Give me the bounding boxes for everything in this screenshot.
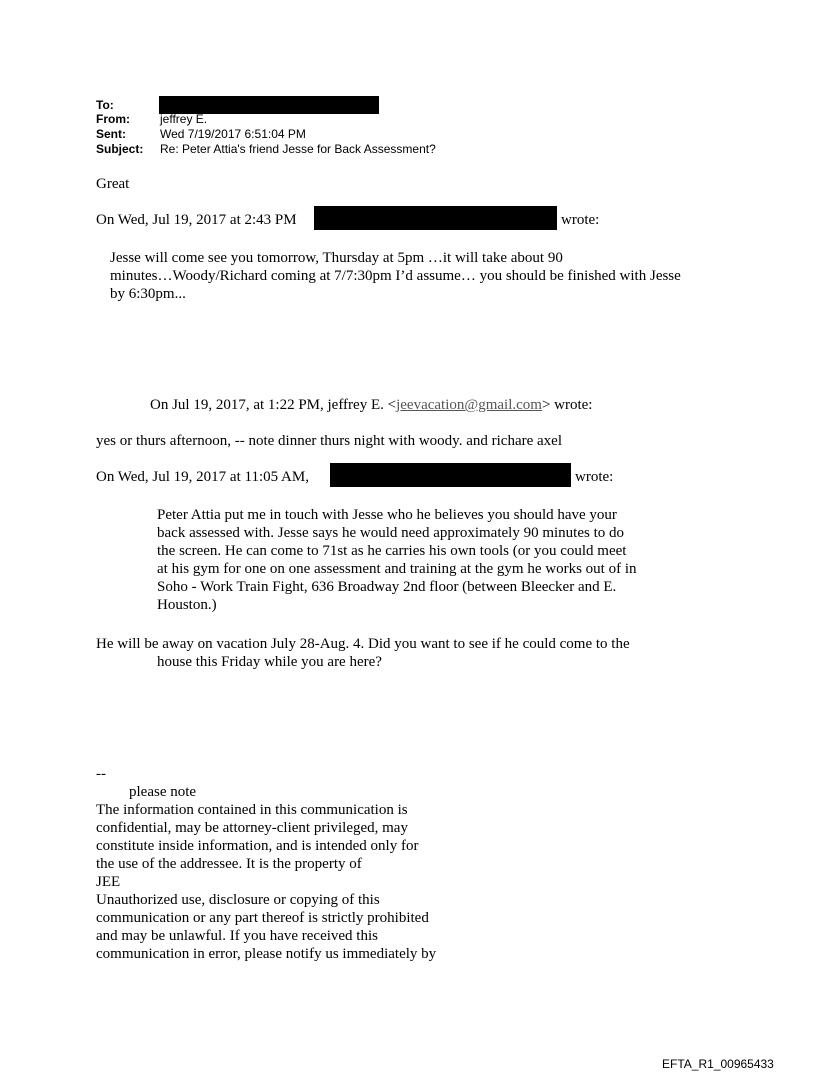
disclaimer-line: and may be unlawful. If you have received this bbox=[96, 928, 378, 944]
disclaimer-line: constitute inside information, and is intended only for bbox=[96, 838, 419, 854]
quote3-intro-prefix: On Wed, Jul 19, 2017 at 11:05 AM, bbox=[96, 469, 309, 485]
quote1-line: Jesse will come see you tomorrow, Thursday at 5pm …it will take about 90 bbox=[110, 250, 563, 266]
quote2-intro-prefix: On Jul 19, 2017, at 1:22 PM, jeffrey E. < bbox=[150, 397, 397, 413]
quote3-line: the screen. He can come to 71st as he carries his own tools (or you could meet bbox=[157, 543, 627, 559]
reply-text: Great bbox=[96, 176, 130, 192]
quote1-intro-prefix: On Wed, Jul 19, 2017 at 2:43 PM bbox=[96, 212, 297, 228]
email-link[interactable]: jeevacation@gmail.com bbox=[396, 397, 542, 413]
signature-dashes: -- bbox=[96, 766, 106, 782]
quote1-line: by 6:30pm... bbox=[110, 286, 186, 302]
disclaimer bbox=[96, 801, 436, 963]
to-label: To: bbox=[96, 98, 114, 112]
quote3-body bbox=[157, 506, 637, 614]
quote3-followup-line1: He will be away on vacation July 28-Aug. 4. Did you want to see if he could come to the bbox=[96, 636, 630, 652]
quote3-line: Peter Attia put me in touch with Jesse who he believes you should have your bbox=[157, 507, 617, 523]
from-value: jeffrey E. bbox=[160, 112, 208, 126]
quote1-intro-suffix: wrote: bbox=[561, 212, 600, 228]
redaction-box-quote3 bbox=[330, 463, 571, 487]
quote2-intro-suffix: > wrote: bbox=[541, 397, 593, 413]
quote3-line: at his gym for one on one assessment and training at the gym he works out of in bbox=[157, 561, 637, 577]
quote2-text: yes or thurs afternoon, -- note dinner thurs night with woody. and richare axel bbox=[96, 433, 562, 449]
sent-label: Sent: bbox=[96, 127, 126, 141]
quote3-line: Soho - Work Train Fight, 636 Broadway 2nd floor (between Bleecker and E. bbox=[157, 579, 617, 595]
quote3-intro-suffix: wrote: bbox=[575, 469, 614, 485]
quote3-line: back assessed with. Jesse says he would need approximately 90 minutes to do bbox=[157, 525, 624, 541]
disclaimer-line: JEE bbox=[96, 874, 121, 890]
quote2-intro bbox=[150, 396, 592, 414]
document-id: EFTA_R1_00965433 bbox=[662, 1057, 774, 1071]
quote1-body bbox=[110, 249, 681, 303]
redaction-box-quote1 bbox=[314, 206, 557, 230]
subject-value: Re: Peter Attia's friend Jesse for Back Assessment? bbox=[160, 142, 436, 156]
sent-value: Wed 7/19/2017 6:51:04 PM bbox=[160, 127, 306, 141]
quote3-line: Houston.) bbox=[157, 597, 217, 613]
disclaimer-line: Unauthorized use, disclosure or copying of this bbox=[96, 892, 380, 908]
disclaimer-line: communication in error, please notify us immediately by bbox=[96, 946, 437, 962]
disclaimer-line: confidential, may be attorney-client privileged, may bbox=[96, 820, 408, 836]
disclaimer-line: communication or any part thereof is strictly prohibited bbox=[96, 910, 429, 926]
quote1-line: minutes…Woody/Richard coming at 7/7:30pm I’d assume… you should be finished with Jesse bbox=[110, 268, 681, 284]
quote3-followup-line2: house this Friday while you are here? bbox=[157, 654, 382, 670]
from-label: From: bbox=[96, 112, 130, 126]
disclaimer-line: the use of the addressee. It is the property of bbox=[96, 856, 362, 872]
disclaimer-line: The information contained in this communication is bbox=[96, 802, 408, 818]
signature-please-note: please note bbox=[129, 784, 197, 800]
subject-label: Subject: bbox=[96, 142, 144, 156]
